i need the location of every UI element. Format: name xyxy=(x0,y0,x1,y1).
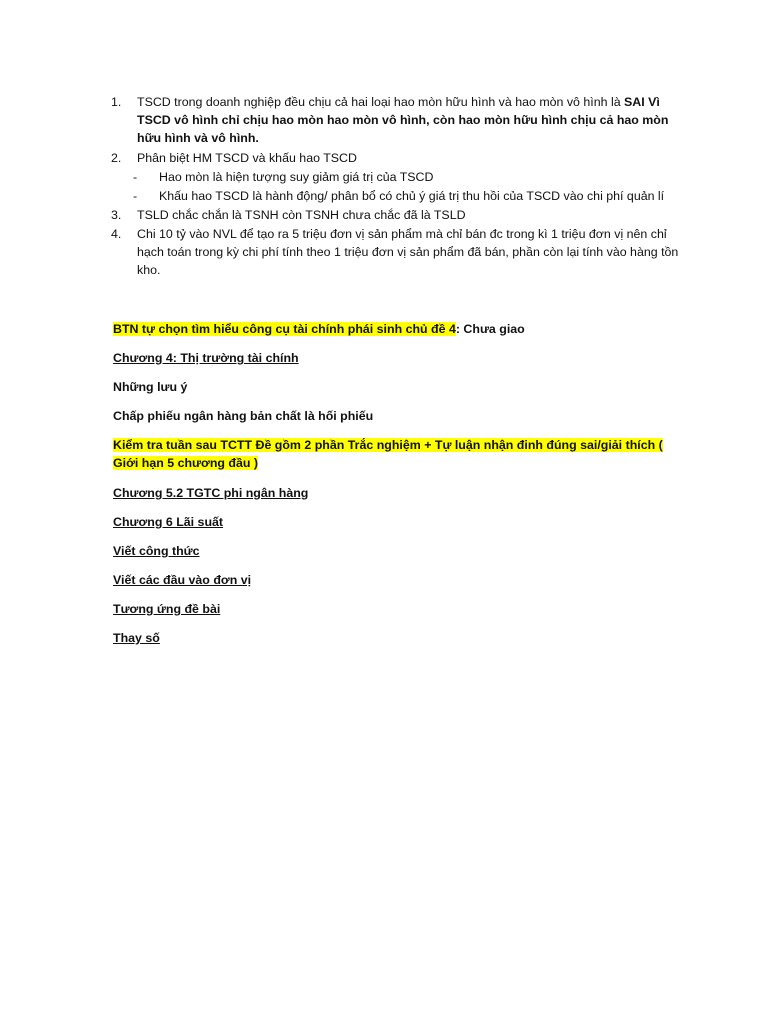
sub-item-2 xyxy=(133,187,693,205)
list-text xyxy=(137,93,683,147)
note-kiem-tra xyxy=(113,436,683,472)
step-viet-dau-vao: Viết các đầu vào đơn vị xyxy=(113,573,252,587)
dash-bullet: - xyxy=(133,170,138,184)
note-chap-phieu: Chấp phiếu ngân hàng bản chất là hối phiếu xyxy=(113,409,374,423)
list-number: 3. xyxy=(111,208,122,222)
note-kiem-tra-highlight: Kiểm tra tuần sau TCTT Đề gồm 2 phần Trắc nghiệm + Tự luận nhận đinh đúng sai/giải thích ( Giới hạn 5 chương đầu ) xyxy=(113,438,663,470)
step-thay-so: Thay số xyxy=(113,631,160,645)
heading-chuong-4: Chương 4: Thị trường tài chính xyxy=(113,351,299,365)
list-text: Chi 10 tỷ vào NVL để tạo ra 5 triệu đơn vị sản phẩm mà chỉ bán đc trong kì 1 triệu đơn vị nên chỉ hạch toán trong kỳ chi phí tính theo 1 triệu đơn vị sản phẩm đã bán, phần còn lại tính vào hàng tồn kho. xyxy=(137,227,679,277)
list-number: 4. xyxy=(111,227,122,241)
heading-chuong-5-2: Chương 5.2 TGTC phi ngân hàng xyxy=(113,486,309,500)
list-number: 2. xyxy=(111,151,122,165)
btn-note xyxy=(113,320,525,338)
sub-item-text: Hao mòn là hiện tượng suy giảm giá trị của TSCD xyxy=(159,170,434,184)
dash-bullet: - xyxy=(133,189,138,203)
step-viet-cong-thuc: Viết công thức xyxy=(113,544,200,558)
heading-chuong-6: Chương 6 Lãi suất xyxy=(113,515,224,529)
step-tuong-ung: Tương ứng đề bài xyxy=(113,602,221,616)
sub-item-1 xyxy=(133,168,693,186)
btn-note-rest: : Chưa giao xyxy=(455,322,525,336)
list-number: 1. xyxy=(111,95,122,109)
list-text: Phân biệt HM TSCD và khấu hao TSCD xyxy=(137,151,357,165)
note-luu-y: Những lưu ý xyxy=(113,380,188,394)
btn-note-highlight: BTN tự chọn tìm hiểu công cụ tài chính phái sinh chủ đề 4 xyxy=(113,322,456,336)
list-text: TSLD chắc chắn là TSNH còn TSNH chưa chắc đã là TSLD xyxy=(137,208,466,222)
list-item-4 xyxy=(113,225,683,279)
list-item-3 xyxy=(113,206,683,224)
list-text-plain: TSCD trong doanh nghiệp đều chịu cả hai loại hao mòn hữu hình và hao mòn vô hình là xyxy=(137,95,625,109)
list-item-2 xyxy=(113,149,683,167)
list-item-1 xyxy=(113,93,683,147)
sub-item-text: Khấu hao TSCD là hành động/ phân bổ có chủ ý giá trị thu hồi của TSCD vào chi phí quản lí xyxy=(159,189,665,203)
list-text-bold: SAI Vì TSCD vô hình chỉ chịu hao mòn hao mòn vô hình, còn hao mòn hữu hình chịu cả hao mòn hữu hình và vô hình. xyxy=(137,95,669,145)
